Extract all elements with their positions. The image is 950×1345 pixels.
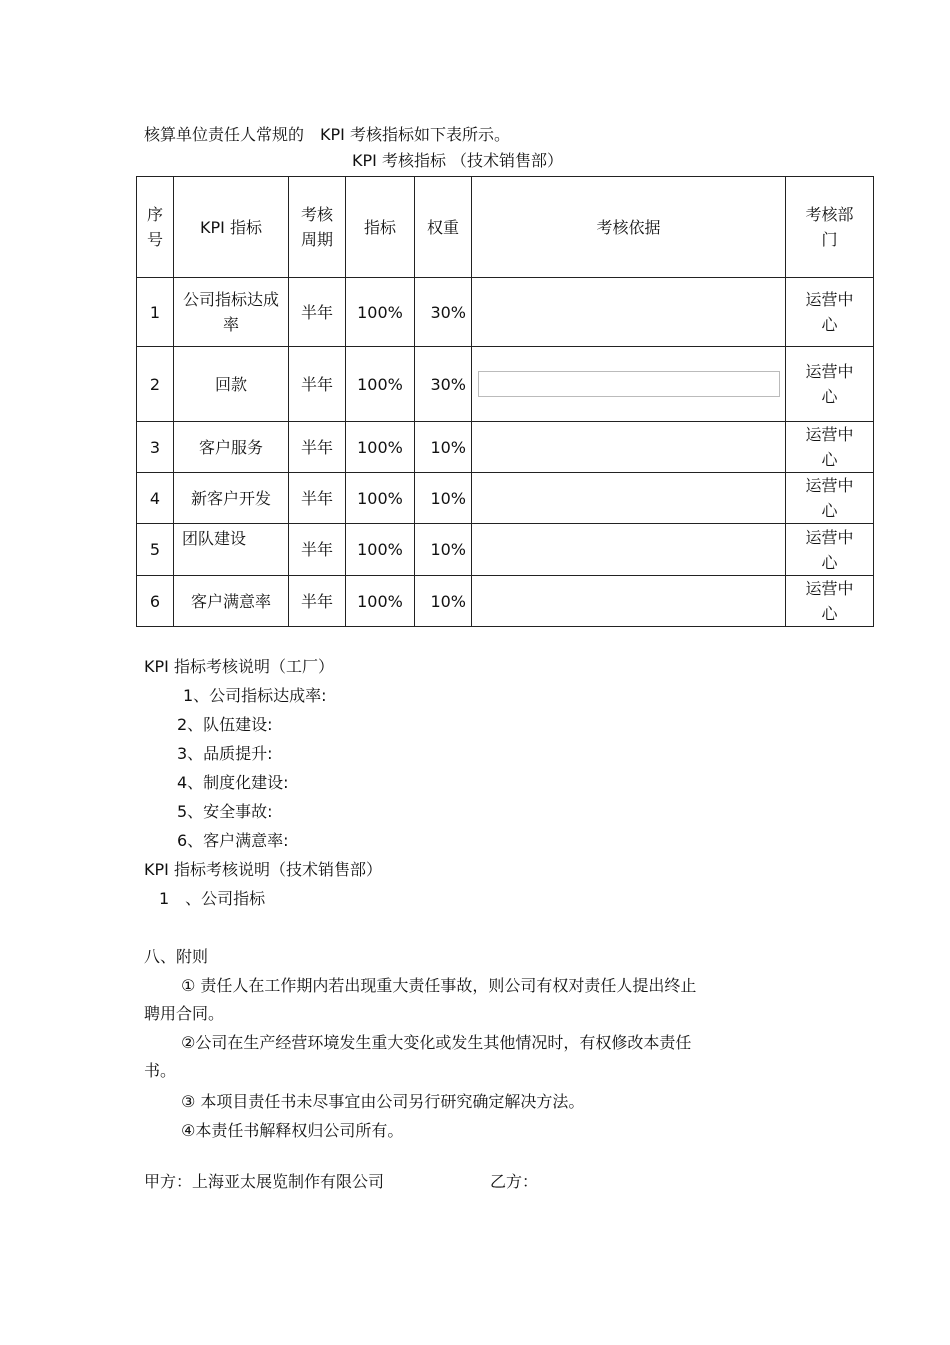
cell-dept: 运营中心: [786, 524, 874, 576]
cell-seq: 5: [137, 524, 174, 576]
factory-item: 6、客户满意率:: [177, 831, 289, 850]
cell-period: 半年: [289, 473, 346, 524]
cell-period: 半年: [289, 576, 346, 627]
table-title: KPI 考核指标 （技术销售部）: [352, 151, 564, 170]
cell-basis: [472, 524, 786, 576]
cell-target: 100%: [346, 347, 415, 422]
cell-weight: 10%: [415, 422, 472, 473]
cell-dept: 运营中心: [786, 576, 874, 627]
table-row: [137, 473, 874, 524]
cell-seq: 1: [137, 278, 174, 347]
cell-target: 100%: [346, 278, 415, 347]
signature-party-b: 乙方：: [490, 1172, 539, 1191]
cell-target: 100%: [346, 473, 415, 524]
appendix-clause-1-cont: 聘用合同。: [144, 1004, 225, 1023]
cell-dept: 运营中心: [786, 422, 874, 473]
appendix-clause-2-cont: 书。: [144, 1061, 177, 1080]
cell-weight: 10%: [415, 576, 472, 627]
table-row: [137, 347, 874, 422]
intro-text: 核算单位责任人常规的 KPI 考核指标如下表所示。: [144, 125, 510, 144]
appendix-clause-3: ③ 本项目责任书未尽事宜由公司另行研究确定解决方法。: [181, 1092, 585, 1111]
appendix-clause-4: ④本责任书解释权归公司所有。: [181, 1121, 404, 1140]
cell-target: 100%: [346, 576, 415, 627]
cell-seq: 3: [137, 422, 174, 473]
cell-kpi: 客户服务: [174, 422, 289, 473]
cell-basis: [472, 473, 786, 524]
appendix-clause-2: ②公司在生产经营环境发生重大变化或发生其他情况时，有权修改本责任: [181, 1033, 692, 1052]
header-weight: 权重: [415, 177, 472, 278]
factory-item: 2、队伍建设:: [177, 715, 273, 734]
cell-weight: 10%: [415, 524, 472, 576]
cell-period: 半年: [289, 422, 346, 473]
factory-section-title: KPI 指标考核说明（工厂）: [144, 657, 334, 676]
table-row: [137, 422, 874, 473]
cell-basis: [472, 347, 786, 422]
cell-seq: 6: [137, 576, 174, 627]
header-period: 考核周期: [289, 177, 346, 278]
kpi-table: [136, 176, 874, 627]
header-target: 指标: [346, 177, 415, 278]
cell-weight: 30%: [415, 278, 472, 347]
cell-kpi: 新客户开发: [174, 473, 289, 524]
header-kpi: KPI 指标: [174, 177, 289, 278]
cell-dept: 运营中心: [786, 347, 874, 422]
cell-seq: 4: [137, 473, 174, 524]
cell-seq: 2: [137, 347, 174, 422]
cell-kpi: 公司指标达成率: [174, 278, 289, 347]
factory-item: 1、公司指标达成率:: [183, 686, 327, 705]
cell-kpi: 团队建设: [174, 524, 289, 576]
signature-party-a: 甲方：上海亚太展览制作有限公司: [144, 1172, 385, 1191]
factory-item: 4、制度化建设:: [177, 773, 289, 792]
sales-item: 1 、公司指标: [159, 889, 266, 908]
appendix-title: 八、附则: [144, 947, 209, 966]
cell-period: 半年: [289, 278, 346, 347]
cell-kpi: 客户满意率: [174, 576, 289, 627]
header-basis: 考核依据: [472, 177, 786, 278]
cell-kpi: 回款: [174, 347, 289, 422]
cell-period: 半年: [289, 347, 346, 422]
cell-basis: [472, 576, 786, 627]
cell-dept: 运营中心: [786, 278, 874, 347]
sales-section-title: KPI 指标考核说明（技术销售部）: [144, 860, 382, 879]
basis-input-box[interactable]: [478, 371, 780, 397]
cell-basis: [472, 422, 786, 473]
cell-target: 100%: [346, 524, 415, 576]
cell-dept: 运营中心: [786, 473, 874, 524]
table-row: [137, 524, 874, 576]
header-dept: 考核部门: [786, 177, 874, 278]
appendix-clause-1: ① 责任人在工作期内若出现重大责任事故，则公司有权对责任人提出终止: [181, 976, 697, 995]
factory-item: 5、安全事故:: [177, 802, 273, 821]
cell-period: 半年: [289, 524, 346, 576]
table-header-row: [137, 177, 874, 278]
table-row: [137, 278, 874, 347]
cell-weight: 30%: [415, 347, 472, 422]
factory-item: 3、品质提升:: [177, 744, 273, 763]
table-row: [137, 576, 874, 627]
cell-weight: 10%: [415, 473, 472, 524]
cell-target: 100%: [346, 422, 415, 473]
header-seq: 序号: [137, 177, 174, 278]
cell-basis: [472, 278, 786, 347]
